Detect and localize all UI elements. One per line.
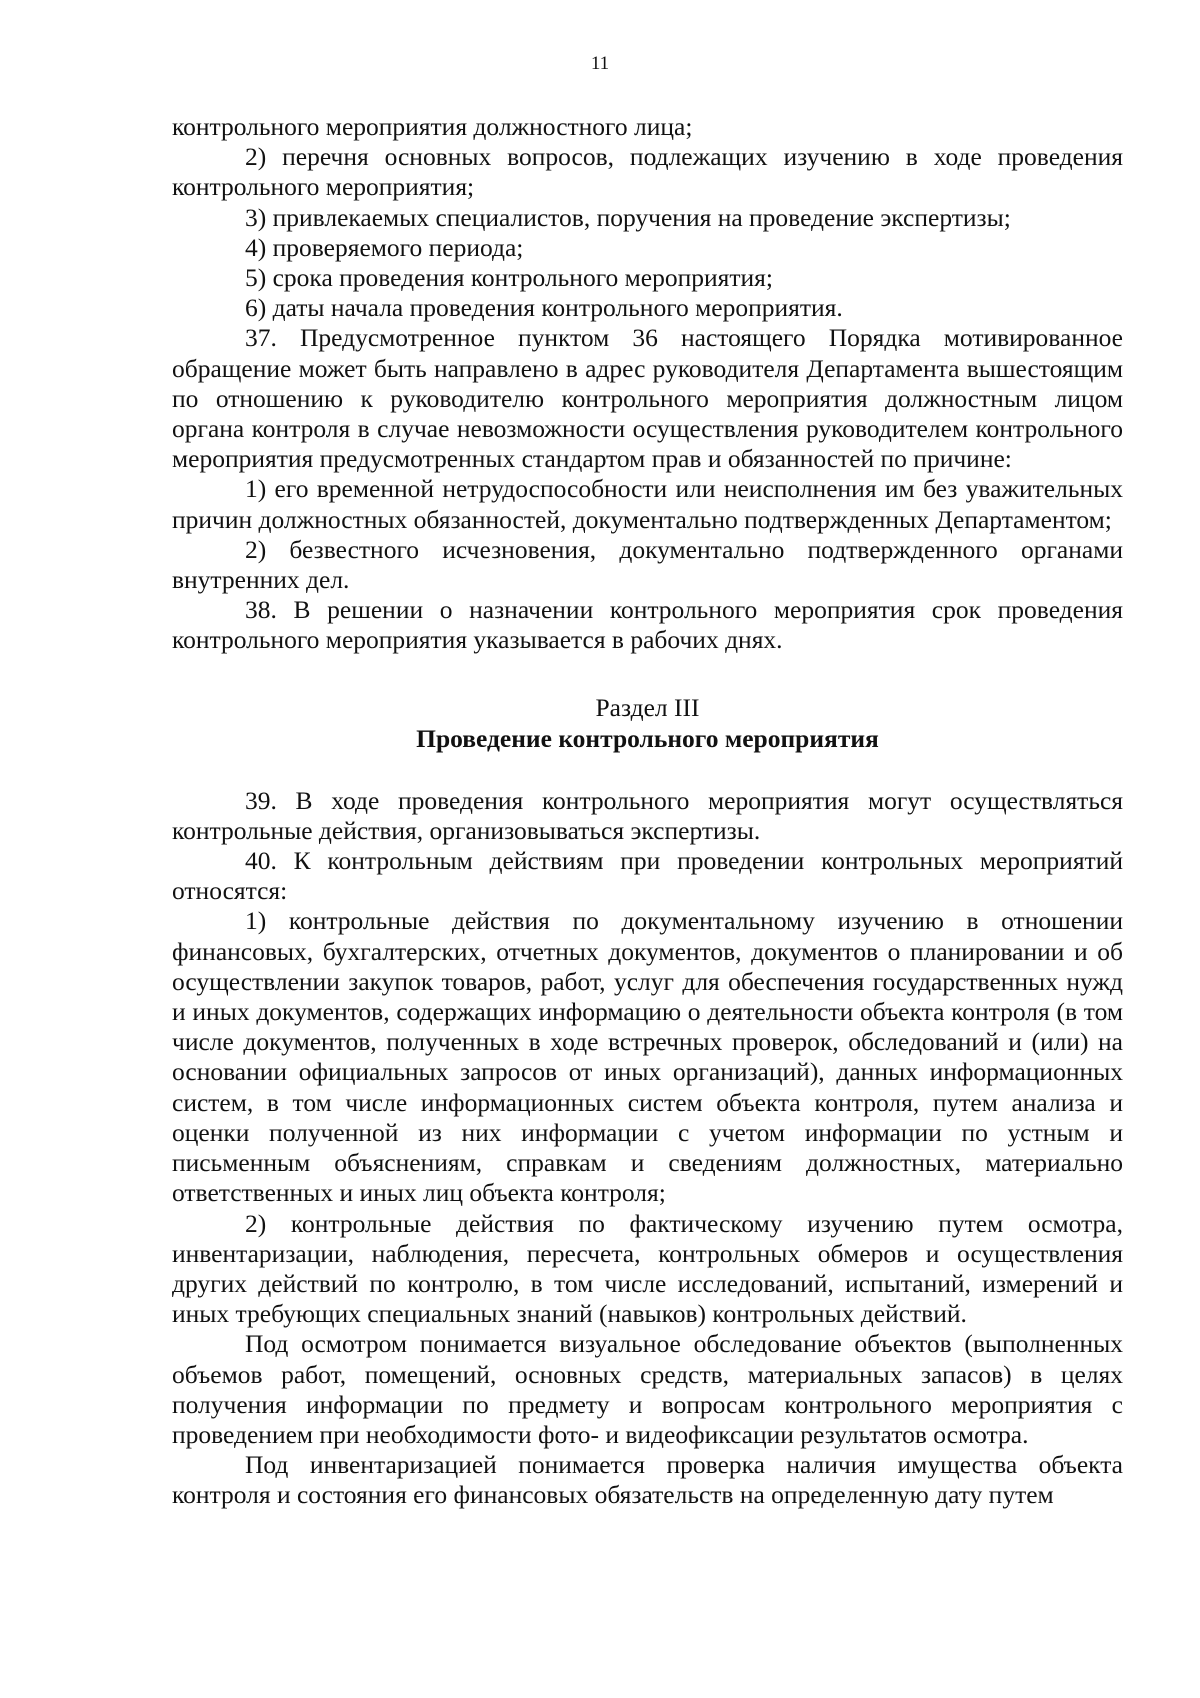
paragraph: 2) перечня основных вопросов, подлежащих изучению в ходе проведения контрольного мероприятия; (172, 142, 1123, 202)
paragraph: Под инвентаризацией понимается проверка наличия имущества объекта контроля и состояния его финансовых обязательств на определенную дату путем (172, 1450, 1123, 1510)
section-spacer (172, 754, 1123, 786)
paragraph: 4) проверяемого периода; (245, 232, 524, 262)
paragraph: 39. В ходе проведения контрольного мероприятия могут осуществляться контрольные действия, организовываться экспертизы. (172, 785, 1123, 845)
paragraph: 5) срока проведения контрольного мероприятия; (245, 263, 773, 293)
paragraph: 2) безвестного исчезновения, документально подтвержденного органами внутренних дел. (172, 534, 1123, 595)
section-spacer (172, 656, 1123, 692)
section-label: Раздел III (595, 692, 700, 722)
paragraph: 2) контрольные действия по фактическому изучению путем осмотра, инвентаризации, наблюдения, пересчета, контрольных обмеров и осуществления других действий по контролю, в том числе исследований, испытаний, измерений и иных требующих специальных знаний (навыков) контрольных действий. (172, 1208, 1123, 1329)
paragraph: 38. В решении о назначении контрольного мероприятия срок проведения контрольного мероприятия указывается в рабочих днях. (172, 595, 1123, 655)
section-title: Проведение контрольного мероприятия (416, 723, 879, 753)
paragraph: контрольного мероприятия должностного лица; (172, 112, 693, 141)
document-body (172, 112, 1123, 1511)
paragraph: 1) контрольные действия по документальному изучению в отношении финансовых, бухгалтерских, отчетных документов, документов о планировании и об осуществлении закупок товаров, работ, услуг для обеспечения государственных нужд и иных документов, содержащих информацию о деятельности объекта контроля (в том числе документов, полученных в ходе встречных проверок, обследований и (или) на основании официальных запросов от иных организаций), данных информационных систем, в том числе информационных систем объекта контроля, путем анализа и оценки полученной из них информации с учетом информации по устным и письменным объяснениям, справкам и сведениям должностных, материально ответственных и иных лиц объекта контроля; (172, 906, 1123, 1208)
paragraph: 1) его временной нетрудоспособности или неисполнения им без уважительных причин должностных обязанностей, документально подтвержденных Департаментом; (172, 474, 1123, 534)
paragraph: 6) даты начала проведения контрольного мероприятия. (245, 293, 843, 323)
paragraph: 3) привлекаемых специалистов, поручения на проведение экспертизы; (245, 202, 1011, 232)
paragraph: Под осмотром понимается визуальное обследование объектов (выполненных объемов работ, помещений, основных средств, материальных запасов) в целях получения информации по предмету и вопросам контрольного мероприятия с проведением при необходимости фото- и видеофиксации результатов осмотра. (172, 1329, 1123, 1449)
page-number: 11 (590, 53, 610, 74)
paragraph: 37. Предусмотренное пунктом 36 настоящего Порядка мотивированное обращение может быть направлено в адрес руководителя Департамента вышестоящим по отношению к руководителю контрольного мероприятия должностным лицом органа контроля в случае невозможности осуществления руководителем контрольного мероприятия предусмотренных стандартом прав и обязанностей по причине: (172, 323, 1123, 474)
paragraph: 40. К контрольным действиям при проведении контрольных мероприятий относятся: (172, 846, 1123, 906)
